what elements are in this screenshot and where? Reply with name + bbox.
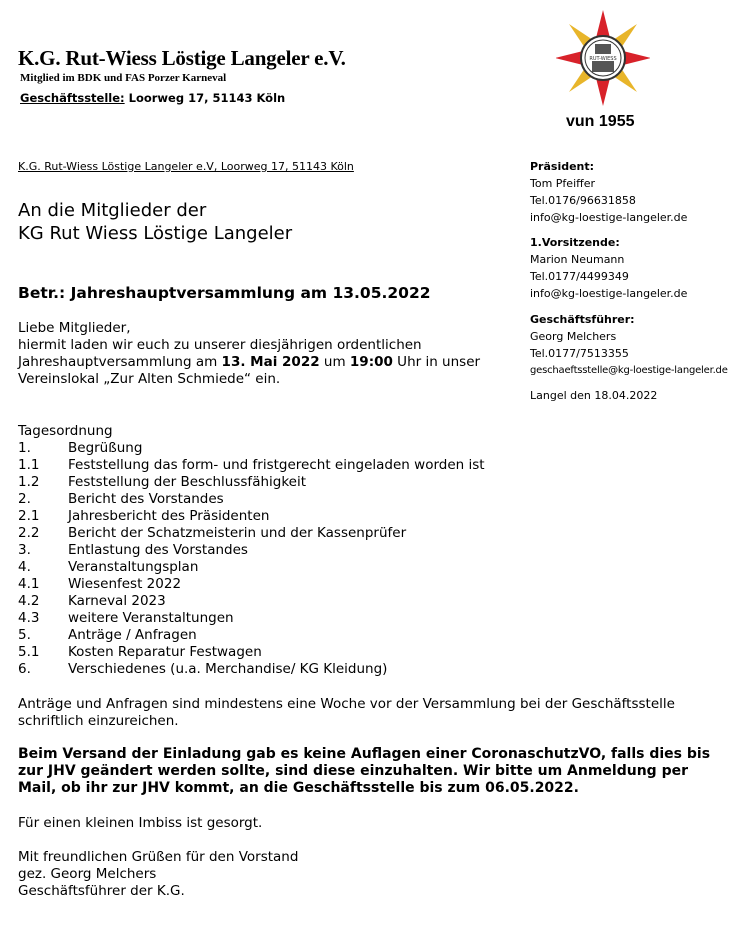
- agenda-item-text: Karneval 2023: [68, 593, 166, 609]
- agenda-item-number: 1.1: [18, 457, 40, 473]
- agenda-item-number: 2.2: [18, 525, 40, 541]
- agenda-title: Tagesordnung: [18, 423, 113, 439]
- agenda-item-number: 5.1: [18, 644, 40, 660]
- agenda-item-text: Begrüßung: [68, 440, 143, 456]
- agenda-item-text: Kosten Reparatur Festwagen: [68, 644, 262, 660]
- closing-line-1: Mit freundlichen Grüßen für den Vorstand: [18, 849, 299, 865]
- founded-year: vun 1955: [566, 113, 635, 130]
- agenda-item: [18, 440, 485, 457]
- notice-line-2: zur JHV geändert werden sollte, sind diese einzuhalten. Wir bitte um Anmeldung per: [18, 763, 688, 779]
- agenda-item: [18, 474, 485, 491]
- meeting-time: 19:00: [349, 354, 393, 370]
- agenda-item-text: Verschiedenes (u.a. Merchandise/ KG Kleidung): [68, 661, 388, 677]
- office-address-text: Loorweg 17, 51143 Köln: [124, 91, 286, 105]
- chair-phone: Tel.0177/4499349: [530, 270, 629, 283]
- agenda-item-text: Anträge / Anfragen: [68, 627, 197, 643]
- agenda-list: [18, 440, 485, 678]
- chair-label: 1.Vorsitzende:: [530, 236, 620, 249]
- requests-paragraph: [18, 696, 730, 730]
- notice-line-1: Beim Versand der Einladung gab es keine Auflagen einer CoronaschutzVO, falls dies bis: [18, 746, 711, 762]
- agenda-item: [18, 627, 485, 644]
- manager-phone: Tel.0177/7513355: [530, 347, 629, 360]
- agenda-item-number: 4.2: [18, 593, 40, 609]
- chair-email: info@kg-loestige-langeler.de: [530, 287, 688, 300]
- sender-line: K.G. Rut-Wiess Löstige Langeler e.V, Loorweg 17, 51143 Köln: [18, 160, 354, 173]
- contact-president: [530, 158, 687, 226]
- agenda-item-number: 1.2: [18, 474, 40, 490]
- signature-title: Geschäftsführer der K.G.: [18, 883, 185, 899]
- agenda-item-number: 1.: [18, 440, 31, 456]
- agenda-item-number: 5.: [18, 627, 31, 643]
- meeting-date: 13. Mai 2022: [221, 354, 320, 370]
- snack-line: Für einen kleinen Imbiss ist gesorgt.: [18, 815, 263, 831]
- requests-line-2: schriftlich einzureichen.: [18, 713, 179, 729]
- membership-line: Mitglied im BDK und FAS Porzer Karneval: [20, 72, 227, 84]
- president-label: Präsident:: [530, 160, 595, 173]
- agenda-item: [18, 457, 485, 474]
- intro-line-3: Vereinslokal „Zur Alten Schmiede“ ein.: [18, 371, 281, 387]
- manager-email: geschaeftsstelle@kg-loestige-langeler.de: [530, 365, 728, 376]
- logo-text: RUT-WIESS: [589, 56, 617, 62]
- subject-line: Betr.: Jahreshauptversammlung am 13.05.2022: [18, 284, 431, 302]
- agenda-item: [18, 525, 485, 542]
- agenda-item-number: 4.3: [18, 610, 40, 626]
- notice-line-3: Mail, ob ihr zur JHV kommt, an die Geschäftsstelle bis zum 06.05.2022.: [18, 780, 579, 796]
- agenda-item-number: 2.: [18, 491, 31, 507]
- agenda-item: [18, 610, 485, 627]
- requests-line-1: Anträge und Anfragen sind mindestens eine Woche vor der Versammlung bei der Geschäftsstelle: [18, 696, 675, 712]
- agenda-item-number: 4.1: [18, 576, 40, 592]
- intro-paragraph: [18, 320, 730, 388]
- agenda-item: [18, 661, 485, 678]
- manager-name: Georg Melchers: [530, 330, 617, 343]
- notice-paragraph: [18, 746, 730, 797]
- agenda-item-number: 4.: [18, 559, 31, 575]
- agenda: [18, 423, 485, 678]
- org-name: K.G. Rut-Wiess Löstige Langeler e.V.: [18, 46, 346, 70]
- agenda-item-text: Veranstaltungsplan: [68, 559, 199, 575]
- agenda-item-text: weitere Veranstaltungen: [68, 610, 234, 626]
- recipient-line-1: An die Mitglieder der: [18, 200, 207, 221]
- agenda-item-number: 6.: [18, 661, 31, 677]
- agenda-item: [18, 542, 485, 559]
- agenda-item: [18, 593, 485, 610]
- letter-date: Langel den 18.04.2022: [530, 389, 658, 402]
- president-name: Tom Pfeiffer: [530, 177, 595, 190]
- agenda-item-text: Feststellung der Beschlussfähigkeit: [68, 474, 307, 490]
- agenda-item: [18, 559, 485, 576]
- agenda-item-number: 3.: [18, 542, 31, 558]
- agenda-item-text: Jahresbericht des Präsidenten: [68, 508, 270, 524]
- agenda-item-text: Feststellung das form- und fristgerecht eingeladen worden ist: [68, 457, 485, 473]
- agenda-item-number: 2.1: [18, 508, 40, 524]
- agenda-item-text: Bericht der Schatzmeisterin und der Kassenprüfer: [68, 525, 407, 541]
- agenda-item-text: Bericht des Vorstandes: [68, 491, 224, 507]
- intro-line-2: Jahreshauptversammlung am 13. Mai 2022 um 19:00 Uhr in unser: [18, 354, 481, 370]
- recipient-block: [18, 199, 292, 245]
- salutation: Liebe Mitglieder,: [18, 320, 131, 336]
- agenda-item: [18, 491, 485, 508]
- intro-line-1: hiermit laden wir euch zu unserer diesjährigen ordentlichen: [18, 337, 422, 353]
- agenda-item: [18, 644, 485, 661]
- agenda-item: [18, 576, 485, 593]
- agenda-item-text: Wiesenfest 2022: [68, 576, 182, 592]
- office-address: [20, 91, 285, 105]
- agenda-item: [18, 508, 485, 525]
- president-email: info@kg-loestige-langeler.de: [530, 211, 688, 224]
- signature-name: gez. Georg Melchers: [18, 866, 157, 882]
- office-label: Geschäftsstelle:: [20, 91, 125, 105]
- president-phone: Tel.0176/96631858: [530, 194, 636, 207]
- agenda-item-text: Entlastung des Vorstandes: [68, 542, 248, 558]
- chair-name: Marion Neumann: [530, 253, 625, 266]
- club-emblem-icon: [556, 8, 650, 114]
- recipient-line-2: KG Rut Wiess Löstige Langeler: [18, 223, 293, 244]
- contact-chair: [530, 234, 687, 302]
- manager-label: Geschäftsführer:: [530, 313, 635, 326]
- closing-block: [18, 849, 730, 900]
- club-logo: [556, 8, 650, 114]
